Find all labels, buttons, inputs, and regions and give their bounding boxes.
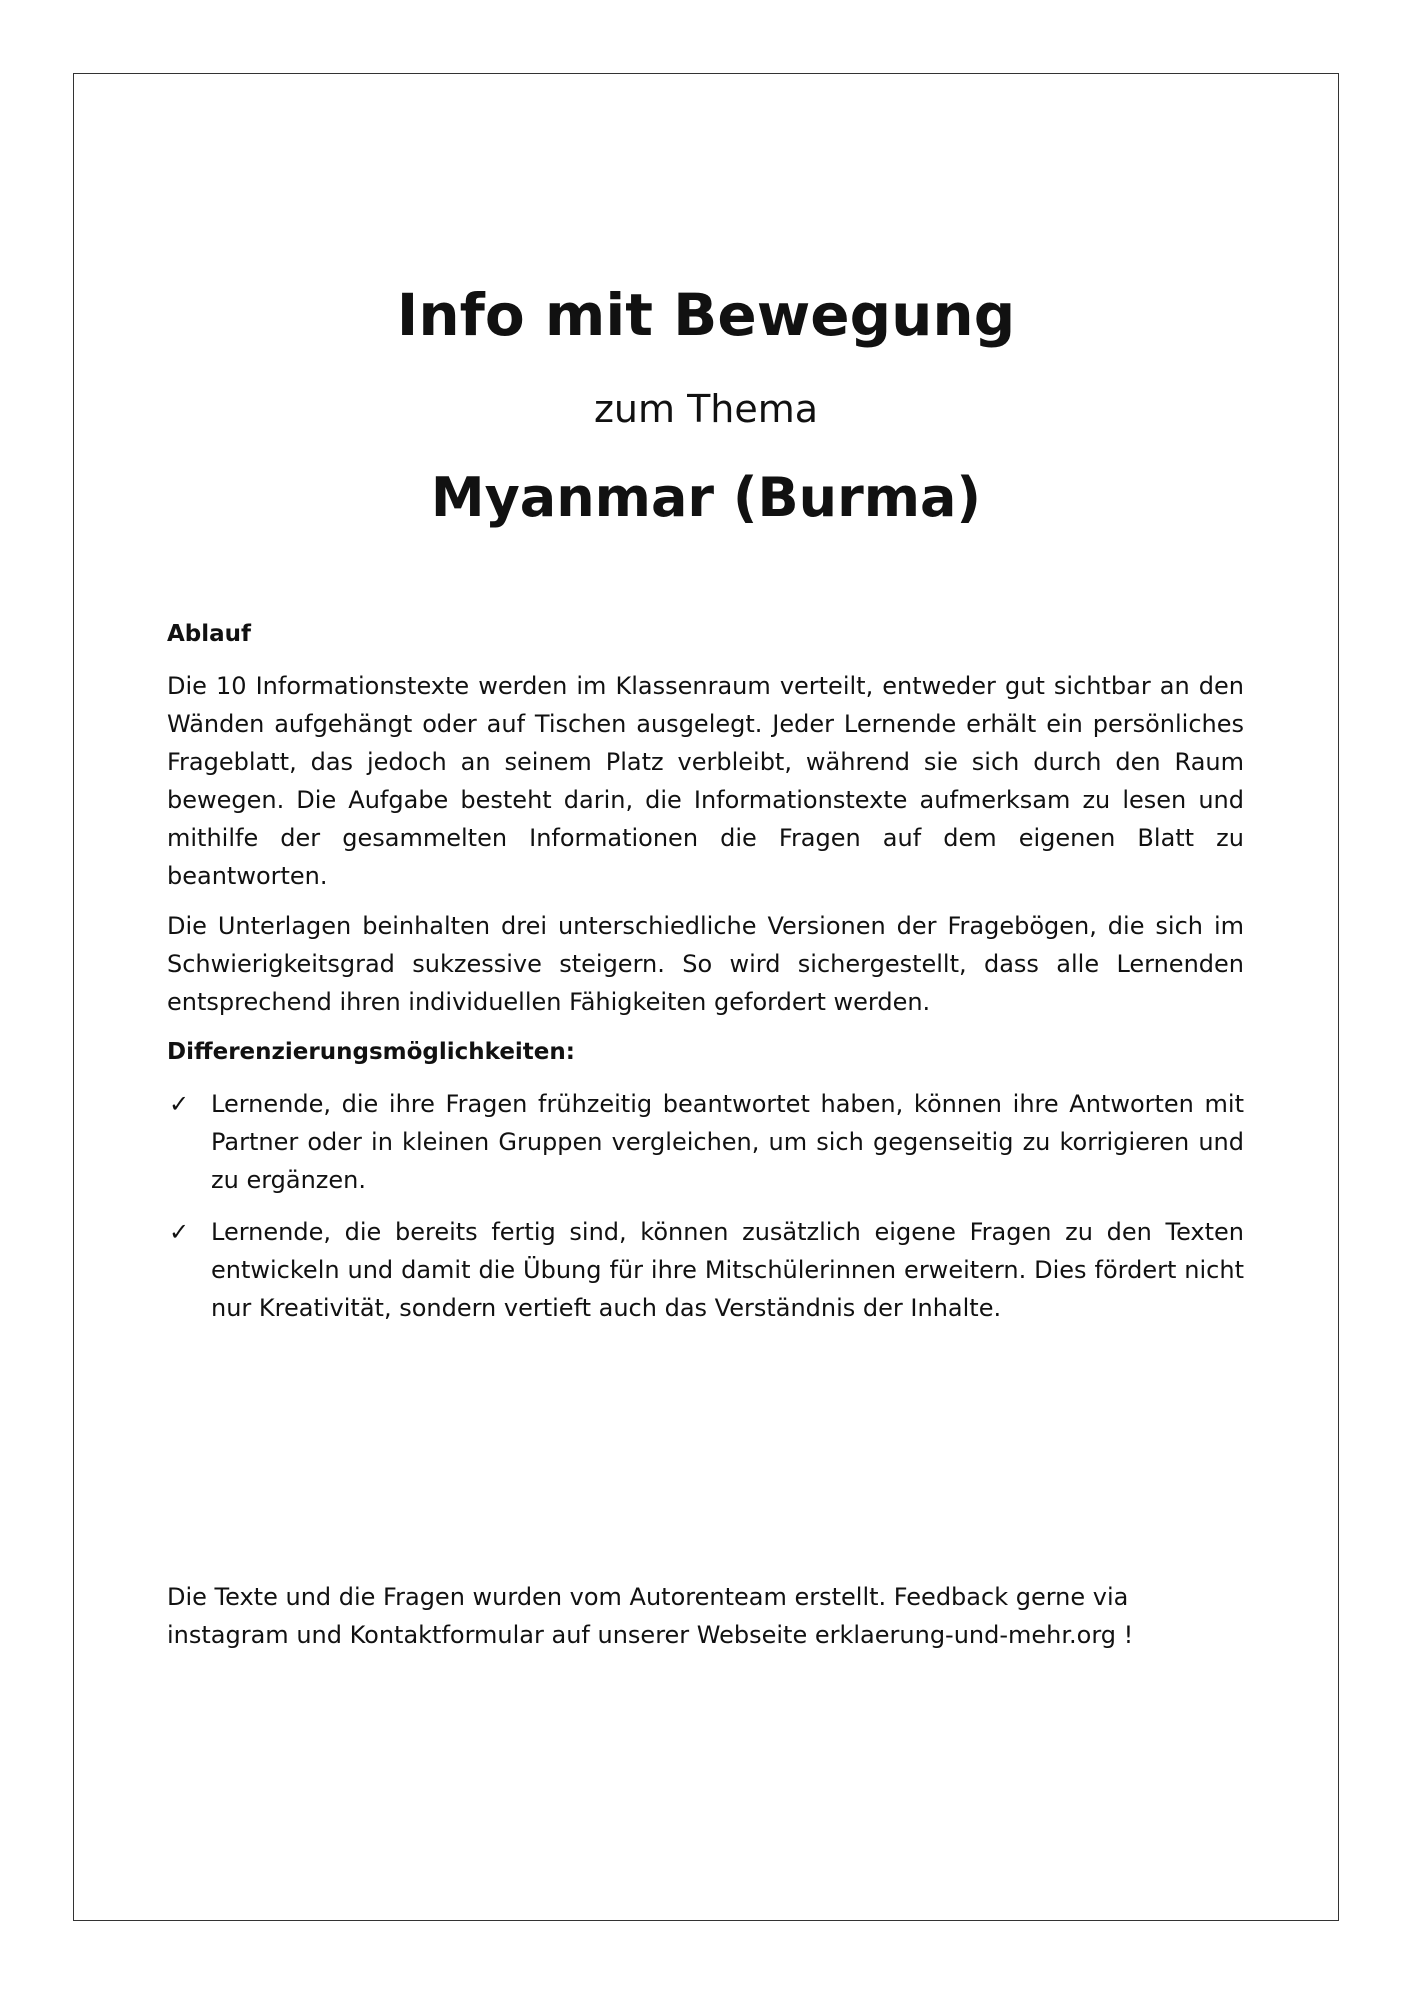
list-item-text: Lernende, die bereits fertig sind, können zusätzlich eigene Fragen zu den Texten entwickeln und damit die Übung für ihre Mitschülerinnen erweitern. Dies fördert nicht nur Kreativität, sondern vertieft auch das Verständnis der Inhalte. (211, 1218, 1244, 1322)
checkmark-icon: ✓ (169, 1218, 190, 1246)
differenzierung-list (167, 1085, 1244, 1327)
footer-note: Die Texte und die Fragen wurden vom Autorenteam erstellt. Feedback gerne via instagram und Kontaktformular auf unserer Webseite erklaerung-und-mehr.org ! (167, 1583, 1134, 1649)
topic-title: Myanmar (Burma) (430, 466, 982, 529)
page-title: Info mit Bewegung (396, 281, 1016, 349)
list-item-text: Lernende, die ihre Fragen frühzeitig beantwortet haben, können ihre Antworten mit Partner oder in kleinen Gruppen vergleichen, um sich gegenseitig zu korrigieren und zu ergänzen. (211, 1090, 1244, 1194)
differenzierung-heading: Differenzierungsmöglichkeiten: (167, 1039, 575, 1065)
ablauf-paragraph-1: Die 10 Informationstexte werden im Klassenraum verteilt, entweder gut sichtbar an den Wänden aufgehängt oder auf Tischen ausgelegt. Jeder Lernende erhält ein persönliches Frageblatt, das jedoch an seinem Platz verbleibt, während sie sich durch den Raum bewegen. Die Aufgabe besteht darin, die Informationstexte aufmerksam zu lesen und mithilfe der gesammelten Informationen die Fragen auf dem eigenen Blatt zu beantworten. (167, 672, 1244, 890)
main-content (167, 615, 1244, 1341)
list-item (167, 1085, 1244, 1199)
checkmark-icon: ✓ (169, 1090, 190, 1118)
page-subtitle: zum Thema (593, 387, 819, 431)
ablauf-paragraph-2: Die Unterlagen beinhalten drei unterschiedliche Versionen der Fragebögen, die sich im Schwierigkeitsgrad sukzessive steigern. So wird sichergestellt, dass alle Lernenden entsprechend ihren individuellen Fähigkeiten gefordert werden. (167, 912, 1244, 1016)
ablauf-heading: Ablauf (167, 621, 252, 647)
list-item (167, 1213, 1244, 1327)
